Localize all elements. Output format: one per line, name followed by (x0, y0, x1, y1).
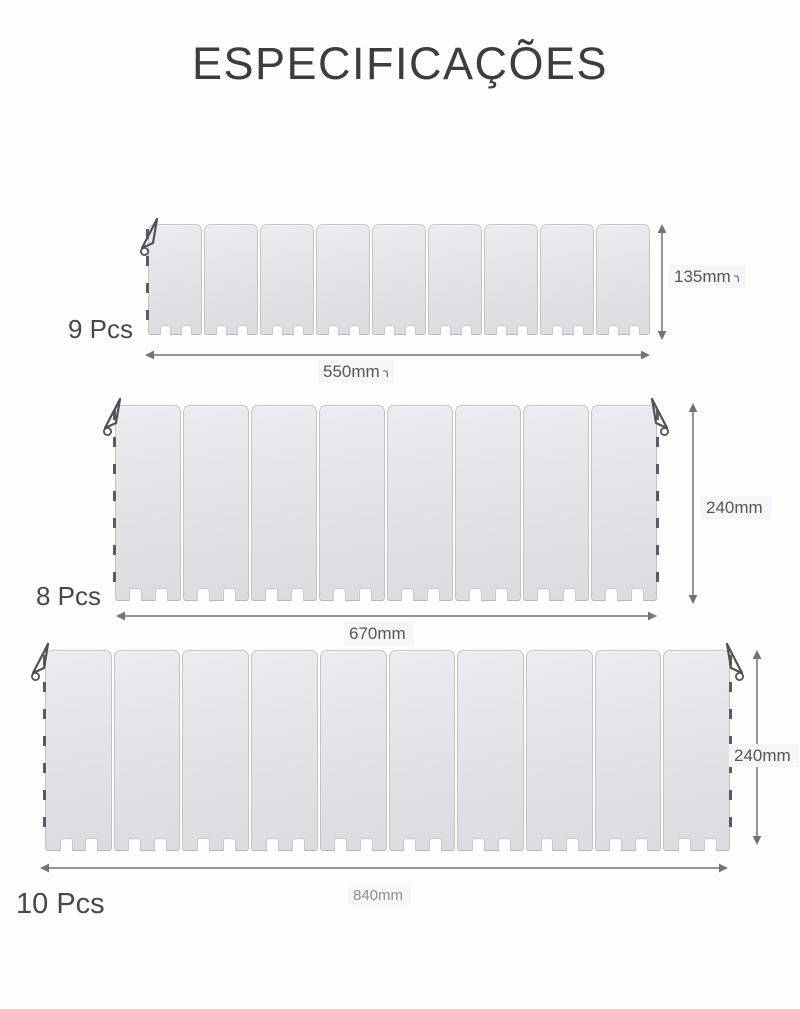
panel-notch (563, 588, 576, 601)
width-arrow (116, 609, 657, 623)
windscreen-panel (526, 650, 593, 851)
panel-notch (328, 325, 339, 335)
panel-notch (154, 838, 167, 851)
panel-notch (498, 838, 511, 851)
piece-count-label: 8 Pcs (36, 581, 102, 611)
panel-notch (237, 325, 248, 335)
panel-notch (359, 588, 372, 601)
panel-notch (429, 838, 442, 851)
windscreen-panel (591, 405, 657, 601)
windscreen-panel (182, 650, 249, 851)
panel-notch (704, 838, 717, 851)
panel-notch (272, 325, 283, 335)
windscreen-panel (663, 650, 730, 851)
windscreen-panel (428, 224, 482, 335)
panel-notch (360, 838, 373, 851)
panel-notch (160, 325, 171, 335)
panel-notch (129, 588, 142, 601)
panel-notch (608, 325, 619, 335)
wire-pin-icon (101, 396, 123, 438)
panel-notch (197, 588, 210, 601)
panel-notch (223, 838, 236, 851)
panel-notch (292, 838, 305, 851)
panel-notch (469, 588, 482, 601)
panel-notch (334, 838, 347, 851)
windscreen-9pcs (148, 224, 650, 335)
height-dimension-label: 240mm (701, 496, 771, 519)
windscreen-panel (457, 650, 524, 851)
windscreen-10pcs (45, 650, 730, 851)
windscreen-8pcs (115, 405, 657, 601)
panel-notch (496, 325, 507, 335)
panel-notch (155, 588, 168, 601)
height-dimension-label: 240mm (729, 744, 799, 767)
panel-notch (197, 838, 210, 851)
panel-notch (85, 838, 98, 851)
windscreen-panel (114, 650, 181, 851)
panel-notch (216, 325, 227, 335)
panel-notch (349, 325, 360, 335)
panel-notch (291, 588, 304, 601)
panel-notch (605, 588, 618, 601)
windscreen-panel (260, 224, 314, 335)
windscreen-panel (45, 650, 112, 851)
width-arrow (145, 348, 650, 362)
windscreen-panel (204, 224, 258, 335)
wire-pin-icon (138, 216, 160, 258)
panel-notch (541, 838, 554, 851)
panel-notch (566, 838, 579, 851)
windscreen-panel (319, 405, 385, 601)
wire-pin-icon (649, 396, 671, 438)
panel-notch (631, 588, 644, 601)
windscreen-panel (115, 405, 181, 601)
piece-count-label: 9 Pcs (68, 314, 134, 344)
windscreen-panel (387, 405, 453, 601)
panel-notch (128, 838, 141, 851)
windscreen-panel (320, 650, 387, 851)
height-dimension-label: 135mm ר (669, 265, 745, 288)
windscreen-panel (316, 224, 370, 335)
windscreen-panel (183, 405, 249, 601)
panel-notch (401, 588, 414, 601)
width-dimension-label: 550mm ר (318, 360, 394, 383)
width-dimension-label: 840mm (348, 886, 411, 907)
width-dimension-label: 670mm (344, 622, 414, 645)
windscreen-panel (372, 224, 426, 335)
panel-notch (384, 325, 395, 335)
panel-notch (537, 588, 550, 601)
panel-notch (678, 838, 691, 851)
windscreen-panel (455, 405, 521, 601)
wire-pin-icon (29, 641, 51, 683)
panel-notch (517, 325, 528, 335)
windscreen-panel (389, 650, 456, 851)
height-arrow (686, 403, 700, 604)
panel-notch (403, 838, 416, 851)
panel-notch (573, 325, 584, 335)
panel-notch (552, 325, 563, 335)
windscreen-panel (251, 650, 318, 851)
piece-count-label: 10 Pcs (16, 888, 105, 920)
panel-notch (427, 588, 440, 601)
panel-notch (405, 325, 416, 335)
panel-notch (472, 838, 485, 851)
panel-notch (265, 588, 278, 601)
panel-notch (293, 325, 304, 335)
windscreen-panel (251, 405, 317, 601)
panel-notch (181, 325, 192, 335)
panel-notch (461, 325, 472, 335)
panel-notch (440, 325, 451, 335)
height-arrow (655, 224, 669, 340)
panel-notch (635, 838, 648, 851)
width-arrow (40, 861, 728, 875)
panel-notch (333, 588, 346, 601)
windscreen-panel (595, 650, 662, 851)
windscreen-panel (484, 224, 538, 335)
panel-notch (609, 838, 622, 851)
page-title: ESPECIFICAÇÕES (191, 38, 609, 89)
windscreen-panel (523, 405, 589, 601)
panel-notch (223, 588, 236, 601)
panel-notch (495, 588, 508, 601)
panel-notch (60, 838, 73, 851)
windscreen-panel (596, 224, 650, 335)
panel-notch (629, 325, 640, 335)
panel-notch (266, 838, 279, 851)
wire-pin-icon (724, 641, 746, 683)
windscreen-panel (540, 224, 594, 335)
